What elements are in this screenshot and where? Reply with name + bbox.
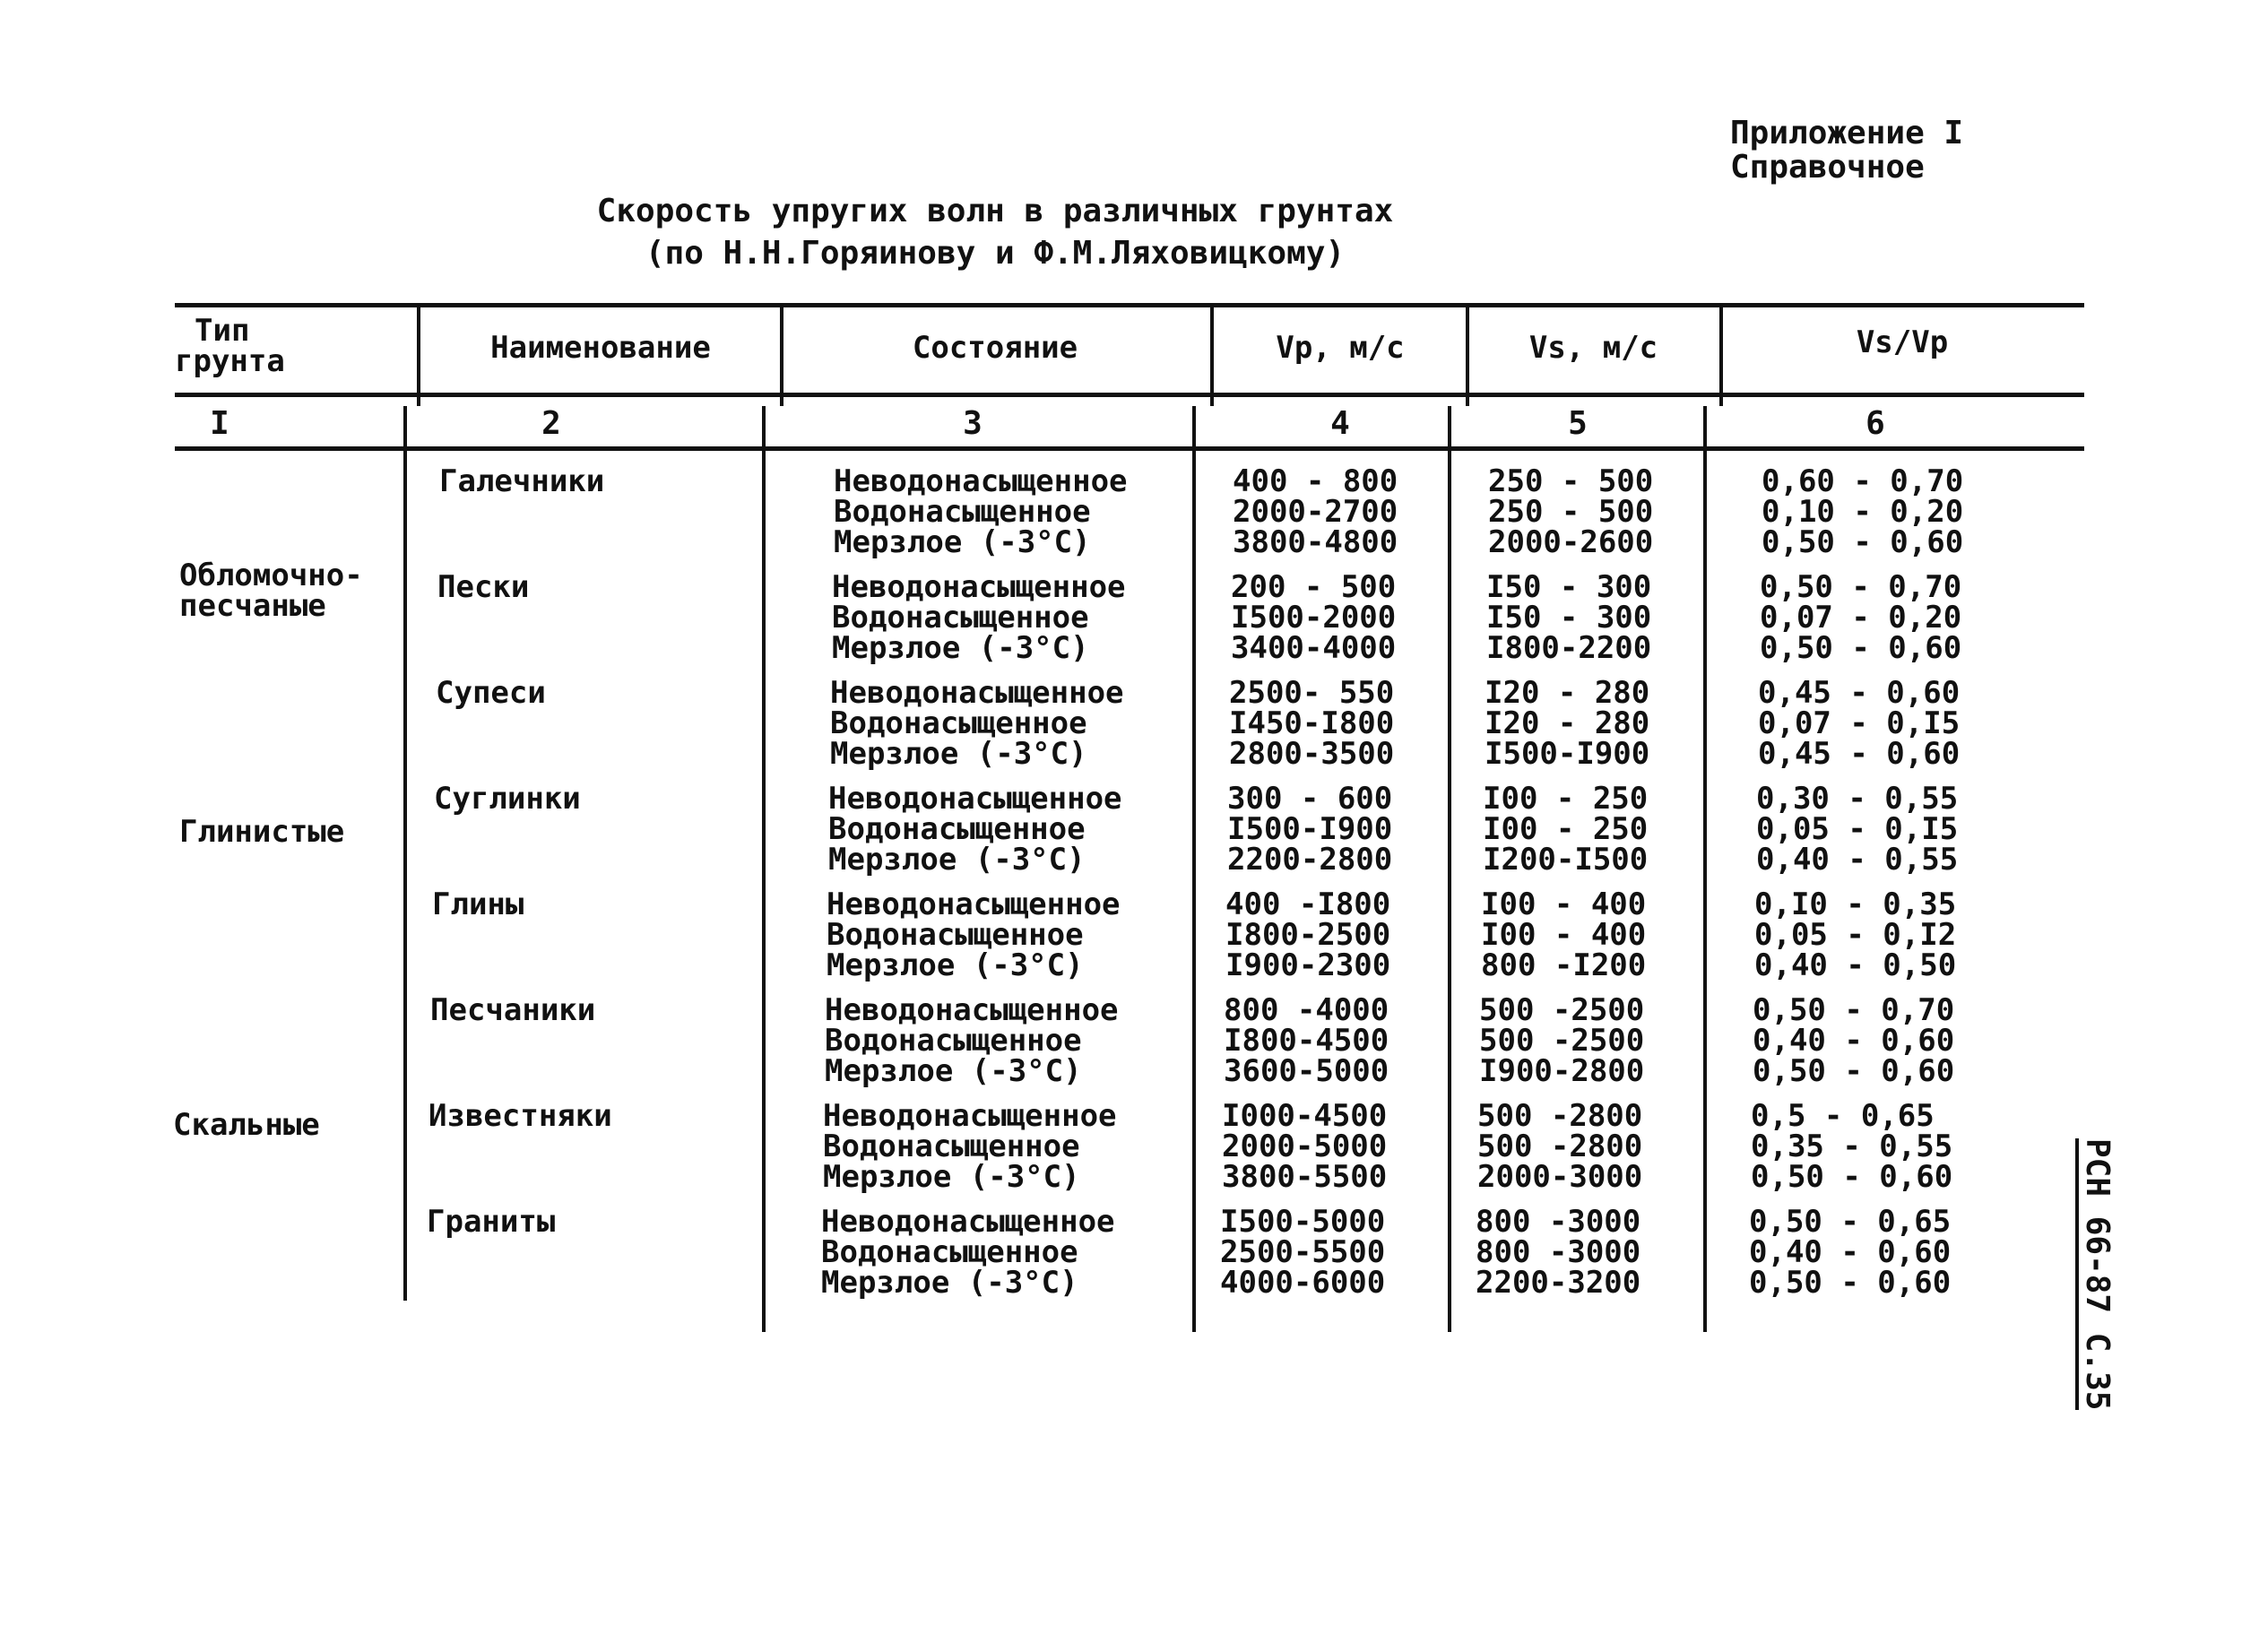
row-6-ratio-value-3: 0,50 - 0,60 [1753,1053,1955,1089]
row-4-vp-value-block [1227,781,1393,878]
row-1-soil-name-block [439,463,605,499]
row-4-vs-value-3: I200-I500 [1483,842,1649,878]
row-3-soil-state-3: Мерзлое (-3°С) [830,736,1087,772]
row-1-ratio-value-1: 0,60 - 0,70 [1762,463,1964,499]
row-5-soil-state-block [827,889,1121,981]
row-4-soil-name-block [434,781,581,817]
row-7-vp-value-1: I000-4500 [1222,1098,1388,1134]
row-5-vs-value-2: I00 - 400 [1481,917,1647,953]
rule-top [175,303,2084,307]
row-8-ratio-value-2: 0,40 - 0,60 [1749,1234,1952,1270]
row-4-soil-state-block [828,781,1122,878]
row-7-soil-state-1: Неводонасыщенное [823,1098,1117,1134]
header-type-line-1: Тип [195,313,250,349]
row-2-vp-value-1: 200 - 500 [1231,569,1397,605]
row-4-vp-value-1: 300 - 600 [1227,781,1393,817]
row-1-soil-state-block [834,463,1128,560]
row-4-vs-value-1: I00 - 250 [1483,781,1649,817]
column-number-3: 3 [963,405,983,442]
soil-type-clastic [179,558,363,624]
row-7-ratio-value-1: 0,5 - 0,65 [1751,1098,1935,1134]
row-3-vp-value-2: I450-I800 [1229,705,1395,741]
row-7-ratio-value-3: 0,50 - 0,60 [1751,1159,1953,1195]
row-5-ratio-value-3: 0,40 - 0,50 [1754,947,1957,983]
row-5-vp-value-3: I900-2300 [1225,947,1391,983]
row-1-vp-value-3: 3800-4800 [1233,524,1398,560]
row-7-vs-value-1: 500 -2800 [1477,1098,1643,1134]
row-8-vs-value-1: 800 -3000 [1476,1204,1641,1240]
row-6-ratio-value-1: 0,50 - 0,70 [1753,992,1955,1028]
row-4-vp-value-2: I500-I900 [1227,811,1393,847]
row-2-ratio-value-3: 0,50 - 0,60 [1760,630,1962,666]
table-subtitle: (по Н.Н.Горяинову и Ф.М.Ляховицкому) [645,235,1346,272]
row-7-vs-value-2: 500 -2800 [1477,1129,1643,1164]
row-4-ratio-value-block [1756,781,1959,878]
row-3-vs-value-3: I500-I900 [1485,736,1650,772]
row-4-soil-state-2: Водонасыщенное [828,811,1086,847]
soil-type-clastic-line-2: песчаные [179,588,326,624]
row-6-soil-name-block [430,992,596,1028]
row-1-ratio-value-block [1762,463,1964,560]
rule-numbers-bottom [175,446,2084,451]
row-5-soil-state-3: Мерзлое (-3°С) [827,947,1084,983]
row-5-soil-name: Глины [432,887,524,922]
row-7-vp-value-2: 2000-5000 [1222,1129,1388,1164]
header-vp: Vp, м/с [1276,330,1405,366]
row-1-vp-value-block [1233,463,1398,560]
row-1-soil-name: Галечники [439,463,605,499]
row-5-vs-value-block [1481,889,1646,981]
header-state: Состояние [912,330,1078,366]
row-8-vs-value-3: 2200-3200 [1476,1265,1641,1301]
row-3-soil-state-1: Неводонасыщенное [830,675,1124,711]
row-2-ratio-value-2: 0,07 - 0,20 [1760,600,1962,636]
row-8-soil-state-1: Неводонасыщенное [821,1204,1115,1240]
row-8-soil-state-2: Водонасыщенное [821,1234,1078,1270]
row-4-ratio-value-2: 0,05 - 0,I5 [1756,811,1959,847]
row-6-ratio-value-block [1753,992,1955,1089]
row-6-soil-state-1: Неводонасыщенное [825,992,1119,1028]
row-5-ratio-value-block [1754,889,1956,981]
row-4-vs-value-block [1483,781,1649,878]
row-8-soil-name: Граниты [427,1204,556,1240]
row-4-soil-state-3: Мерзлое (-3°С) [828,842,1086,878]
row-2-soil-state-1: Неводонасыщенное [832,569,1126,605]
row-3-vs-value-block [1485,675,1650,772]
row-6-vp-value-1: 800 -4000 [1224,992,1389,1028]
column-number-1: I [210,405,229,442]
row-2-vp-value-2: I500-2000 [1231,600,1397,636]
row-7-vp-value-block [1222,1098,1388,1195]
row-6-soil-state-3: Мерзлое (-3°С) [825,1053,1082,1089]
row-8-vp-value-1: I500-5000 [1220,1204,1386,1240]
row-2-soil-state-block [832,569,1126,666]
row-6-vp-value-3: 3600-5000 [1224,1053,1389,1089]
row-8-ratio-value-3: 0,50 - 0,60 [1749,1265,1952,1301]
divider-col-1 [417,303,420,406]
row-1-vs-value-2: 250 - 500 [1488,494,1654,530]
row-2-vs-value-3: I800-2200 [1486,630,1652,666]
divider-col-2-lower [762,406,766,1332]
row-4-ratio-value-3: 0,40 - 0,55 [1756,842,1959,878]
row-7-ratio-value-block [1751,1098,1953,1195]
row-2-soil-state-3: Мерзлое (-3°С) [832,630,1089,666]
row-7-vs-value-3: 2000-3000 [1477,1159,1643,1195]
appendix-label [1730,117,1963,185]
row-6-soil-state-block [825,992,1119,1089]
row-8-soil-state-block [821,1204,1115,1301]
row-7-vs-value-block [1477,1098,1643,1195]
row-3-vs-value-1: I20 - 280 [1485,675,1650,711]
soil-type-clayey: Глинистые [179,814,345,850]
divider-col-1-lower [403,406,407,1301]
header-name: Наименование [490,330,711,366]
row-5-ratio-value-2: 0,05 - 0,I2 [1754,917,1957,953]
divider-col-4-lower [1448,406,1451,1332]
header-vs: Vs, м/с [1528,330,1658,366]
divider-col-3-lower [1192,406,1196,1332]
row-8-soil-state-3: Мерзлое (-3°С) [821,1265,1078,1301]
row-1-soil-state-2: Водонасыщенное [834,494,1091,530]
row-1-vp-value-2: 2000-2700 [1233,494,1398,530]
row-5-ratio-value-1: 0,I0 - 0,35 [1754,887,1957,922]
row-7-ratio-value-2: 0,35 - 0,55 [1751,1129,1953,1164]
soil-type-clastic-line-1: Обломочно- [179,558,363,593]
row-1-vp-value-1: 400 - 800 [1233,463,1398,499]
row-1-ratio-value-2: 0,10 - 0,20 [1762,494,1964,530]
row-4-soil-name: Суглинки [434,781,581,817]
page-reference-label: РСН 66-87 С.35 [2075,1138,2116,1410]
row-6-vs-value-1: 500 -2500 [1479,992,1645,1028]
soil-type-rocky: Скальные [173,1107,320,1143]
row-3-soil-state-block [830,675,1124,772]
row-7-soil-state-2: Водонасыщенное [823,1129,1080,1164]
divider-col-5-lower [1703,406,1707,1332]
row-6-soil-state-2: Водонасыщенное [825,1023,1082,1059]
rule-header-bottom [175,393,2084,397]
row-6-vs-value-3: I900-2800 [1479,1053,1645,1089]
column-number-5: 5 [1568,405,1588,442]
appendix-line-2: Справочное [1730,149,1925,186]
column-number-4: 4 [1330,405,1350,442]
divider-col-4 [1466,303,1469,406]
row-8-vp-value-2: 2500-5500 [1220,1234,1386,1270]
row-7-soil-state-3: Мерзлое (-3°С) [823,1159,1080,1195]
row-5-vs-value-3: 800 -I200 [1481,947,1647,983]
row-1-vs-value-block [1488,463,1654,560]
row-2-ratio-value-block [1760,569,1962,666]
row-3-soil-name: Супеси [436,675,546,711]
divider-col-3 [1210,303,1214,406]
row-3-soil-name-block [436,675,546,711]
row-6-soil-name: Песчаники [430,992,596,1028]
row-2-soil-name: Пески [437,569,530,605]
row-8-soil-name-block [427,1204,556,1240]
row-5-vp-value-block [1225,889,1390,981]
column-number-6: 6 [1865,405,1885,442]
row-3-ratio-value-2: 0,07 - 0,I5 [1758,705,1961,741]
row-2-soil-state-2: Водонасыщенное [832,600,1089,636]
row-5-vs-value-1: I00 - 400 [1481,887,1647,922]
row-2-ratio-value-1: 0,50 - 0,70 [1760,569,1962,605]
row-1-ratio-value-3: 0,50 - 0,60 [1762,524,1964,560]
row-6-ratio-value-2: 0,40 - 0,60 [1753,1023,1955,1059]
row-4-soil-state-1: Неводонасыщенное [828,781,1122,817]
row-2-vp-value-3: 3400-4000 [1231,630,1397,666]
row-8-vs-value-block [1476,1204,1641,1301]
row-1-soil-state-3: Мерзлое (-3°С) [834,524,1091,560]
row-2-vp-value-block [1231,569,1397,666]
row-6-vs-value-2: 500 -2500 [1479,1023,1645,1059]
row-7-vp-value-3: 3800-5500 [1222,1159,1388,1195]
row-6-vp-value-2: I800-4500 [1224,1023,1389,1059]
row-7-soil-state-block [823,1098,1117,1195]
row-8-ratio-value-block [1749,1204,1952,1301]
header-ratio: Vs/Vp [1856,324,1949,360]
row-5-soil-state-2: Водонасыщенное [827,917,1084,953]
row-1-vs-value-3: 2000-2600 [1488,524,1654,560]
header-type-line-2: грунта [175,343,285,379]
row-3-ratio-value-block [1758,675,1961,772]
row-8-vp-value-block [1220,1204,1386,1301]
row-5-soil-state-1: Неводонасыщенное [827,887,1121,922]
row-8-vp-value-3: 4000-6000 [1220,1265,1386,1301]
row-3-vp-value-block [1229,675,1395,772]
header-type [175,313,408,379]
row-2-vs-value-1: I50 - 300 [1486,569,1652,605]
row-3-soil-state-2: Водонасыщенное [830,705,1087,741]
row-4-vs-value-2: I00 - 250 [1483,811,1649,847]
row-4-ratio-value-1: 0,30 - 0,55 [1756,781,1959,817]
row-8-ratio-value-1: 0,50 - 0,65 [1749,1204,1952,1240]
divider-col-2 [780,303,783,406]
row-2-soil-name-block [437,569,530,605]
row-5-vp-value-2: I800-2500 [1225,917,1391,953]
row-4-vp-value-3: 2200-2800 [1227,842,1393,878]
row-2-vs-value-block [1486,569,1652,666]
column-number-2: 2 [541,405,561,442]
row-5-vp-value-1: 400 -I800 [1225,887,1391,922]
appendix-line-1: Приложение I [1730,115,1964,151]
row-7-soil-name: Известняки [428,1098,612,1134]
row-1-vs-value-1: 250 - 500 [1488,463,1654,499]
row-6-vs-value-block [1479,992,1645,1089]
row-6-vp-value-block [1224,992,1389,1089]
table-title: Скорость упругих волн в различных грунтах [596,193,1394,229]
row-2-vs-value-2: I50 - 300 [1486,600,1652,636]
row-3-vs-value-2: I20 - 280 [1485,705,1650,741]
row-1-soil-state-1: Неводонасыщенное [834,463,1128,499]
row-3-vp-value-1: 2500- 550 [1229,675,1395,711]
row-3-ratio-value-1: 0,45 - 0,60 [1758,675,1961,711]
row-7-soil-name-block [428,1098,612,1134]
row-3-ratio-value-3: 0,45 - 0,60 [1758,736,1961,772]
row-5-soil-name-block [432,889,524,920]
row-3-vp-value-3: 2800-3500 [1229,736,1395,772]
row-8-vs-value-2: 800 -3000 [1476,1234,1641,1270]
